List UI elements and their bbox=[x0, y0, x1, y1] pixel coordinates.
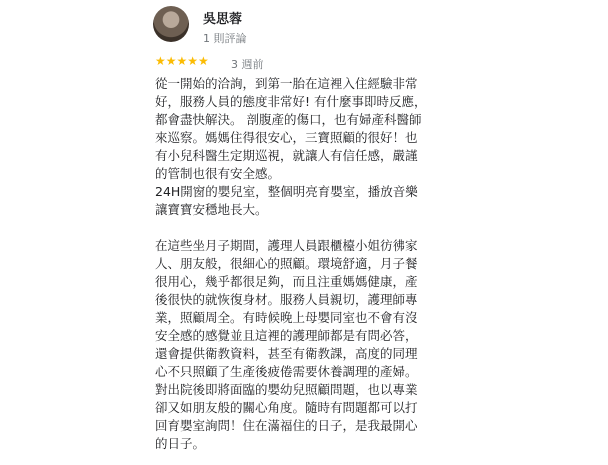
review-line: 還會提供衛教資料，甚至有衛教課，高度的同理 bbox=[155, 346, 418, 361]
review-line: 的日子。 bbox=[155, 436, 206, 451]
review-line: 業，照顧周全。有時候晚上母嬰同室也不會有沒 bbox=[155, 310, 418, 325]
review-line: 從一開始的洽詢，到第一胎在這裡入住經驗非常 bbox=[155, 76, 418, 91]
review-card bbox=[145, 0, 465, 465]
review-line: 很用心，幾乎都很足夠，而且注重媽媽健康，產 bbox=[155, 274, 418, 289]
review-paragraph-1 bbox=[155, 75, 455, 219]
star-rating: ★★★★★ bbox=[155, 54, 209, 68]
review-line: 對出院後即將面臨的嬰幼兒照顧問題，也以專業 bbox=[155, 382, 418, 397]
review-header bbox=[153, 6, 453, 46]
review-time: 3 週前 bbox=[231, 58, 264, 71]
review-line: 心不只照顧了生產後疲倦需要休養調理的產婦。 bbox=[155, 364, 418, 379]
rating-row bbox=[155, 56, 355, 70]
review-line: 好，服務人員的態度非常好! 有什麼事即時反應， bbox=[155, 94, 427, 109]
review-line: 24H開窗的嬰兒室，整個明亮育嬰室，播放音樂 bbox=[155, 184, 418, 199]
review-line: 有小兒科醫生定期巡視，就讓人有信任感，嚴謹 bbox=[155, 148, 418, 163]
review-line: 都會盡快解決。 剖腹產的傷口，也有婦產科醫師 bbox=[155, 112, 422, 127]
review-line: 卻又如朋友般的關心角度。隨時有問題都可以打 bbox=[155, 400, 418, 415]
review-line: 回育嬰室詢問！住在滿福住的日子，是我最開心 bbox=[155, 418, 418, 433]
review-line: 安全感的感覺並且這裡的護理師都是有問必答， bbox=[155, 328, 418, 343]
review-count[interactable]: 1 則評論 bbox=[203, 32, 247, 45]
review-line: 後很快的就恢復身材。服務人員親切，護理師專 bbox=[155, 292, 418, 307]
author-name[interactable]: 吳思蓉 bbox=[203, 12, 243, 27]
review-line: 讓寶寶安穩地長大。 bbox=[155, 202, 268, 217]
review-line: 的管制也很有安全感。 bbox=[155, 166, 281, 181]
review-paragraph-2 bbox=[155, 237, 455, 453]
review-text bbox=[155, 75, 455, 453]
review-line: 人、朋友般，很細心的照顧。環境舒適，月子餐 bbox=[155, 256, 418, 271]
review-line: 來巡察。媽媽住得很安心，三寶照顧的很好！也 bbox=[155, 130, 418, 145]
paragraph-gap bbox=[155, 219, 455, 237]
avatar[interactable] bbox=[153, 6, 189, 42]
review-line: 在這些坐月子期間，護理人員跟櫃檯小姐彷彿家 bbox=[155, 238, 418, 253]
